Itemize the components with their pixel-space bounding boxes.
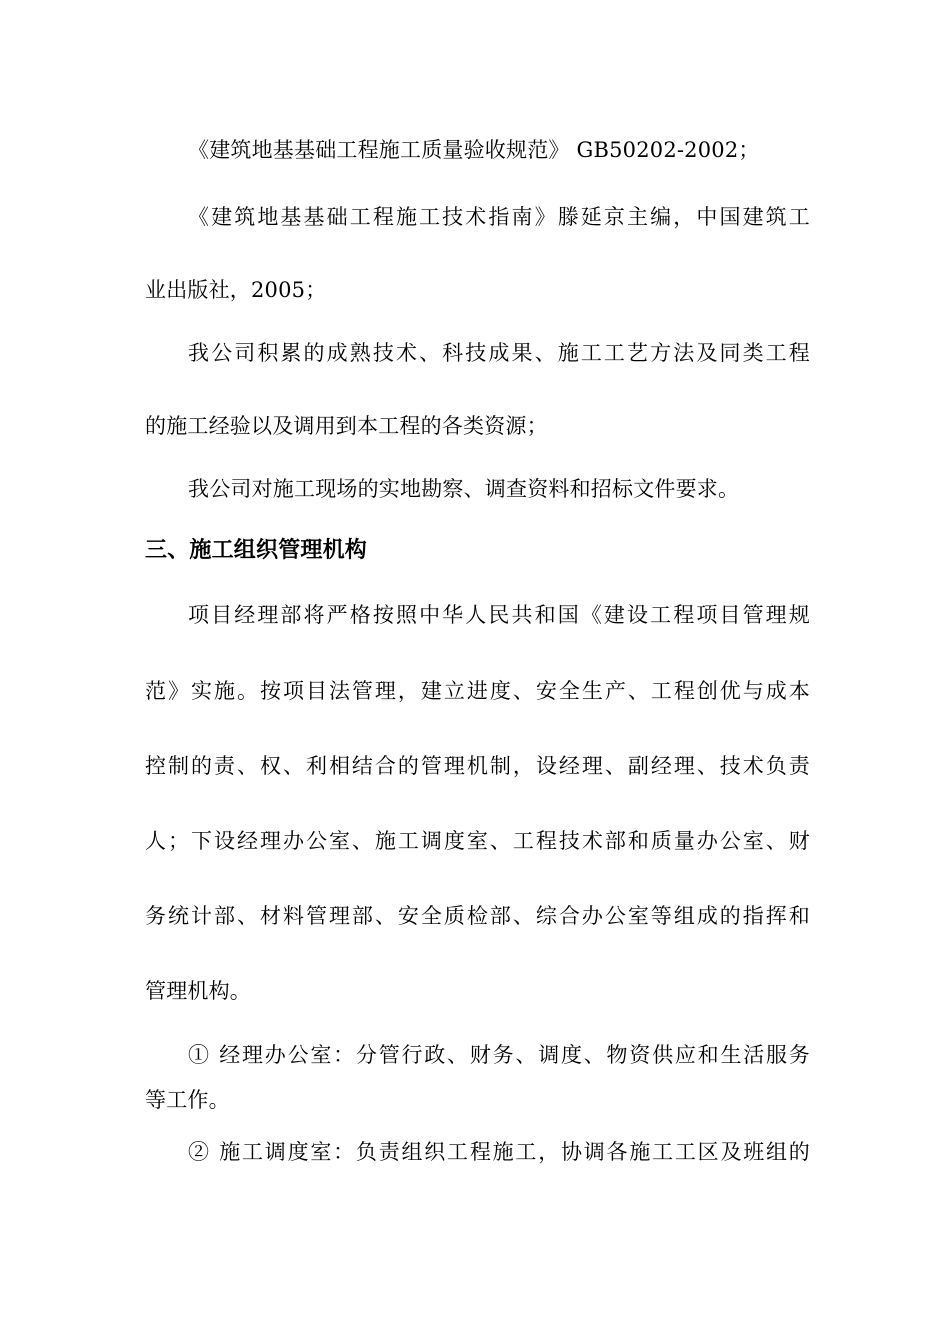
paragraph-site-survey: 我公司对施工现场的实地勘察、调查资料和招标文件要求。 <box>188 477 740 501</box>
paragraph-management-line-4: 人；下设经理办公室、施工调度室、工程技术部和质量办公室、财 <box>145 829 810 853</box>
paragraph-management-line-1: 项目经理部将严格按照中华人民共和国《建设工程项目管理规 <box>188 603 810 627</box>
item-manager-office: ① 经理办公室：分管行政、财务、调度、物资供应和生活服务 <box>188 1043 810 1067</box>
item-manager-office-continued: 等工作。 <box>145 1088 230 1112</box>
paragraph-management-line-5: 务统计部、材料管理部、安全质检部、综合办公室等组成的指挥和 <box>145 904 810 928</box>
section-heading-organization: 三、施工组织管理机构 <box>145 538 368 563</box>
paragraph-management-line-2: 范》实施。按项目法管理，建立进度、安全生产、工程创优与成本 <box>145 679 810 703</box>
item-dispatch-room: ② 施工调度室：负责组织工程施工，协调各施工工区及班组的 <box>188 1140 810 1164</box>
paragraph-management-line-3: 控制的责、权、利相结合的管理机制，设经理、副经理、技术负责 <box>145 754 810 778</box>
paragraph-company-experience: 我公司积累的成熟技术、科技成果、施工工艺方法及同类工程 <box>188 341 810 365</box>
reference-gb50202: 《建筑地基基础工程施工质量验收规范》 GB50202-2002； <box>188 138 760 162</box>
paragraph-company-experience-continued: 的施工经验以及调用到本工程的各类资源； <box>145 414 548 438</box>
paragraph-management-line-6: 管理机构。 <box>145 979 251 1003</box>
reference-technical-guide: 《建筑地基基础工程施工技术指南》滕延京主编，中国建筑工 <box>188 205 810 229</box>
reference-technical-guide-continued: 业出版社，2005； <box>145 278 327 302</box>
